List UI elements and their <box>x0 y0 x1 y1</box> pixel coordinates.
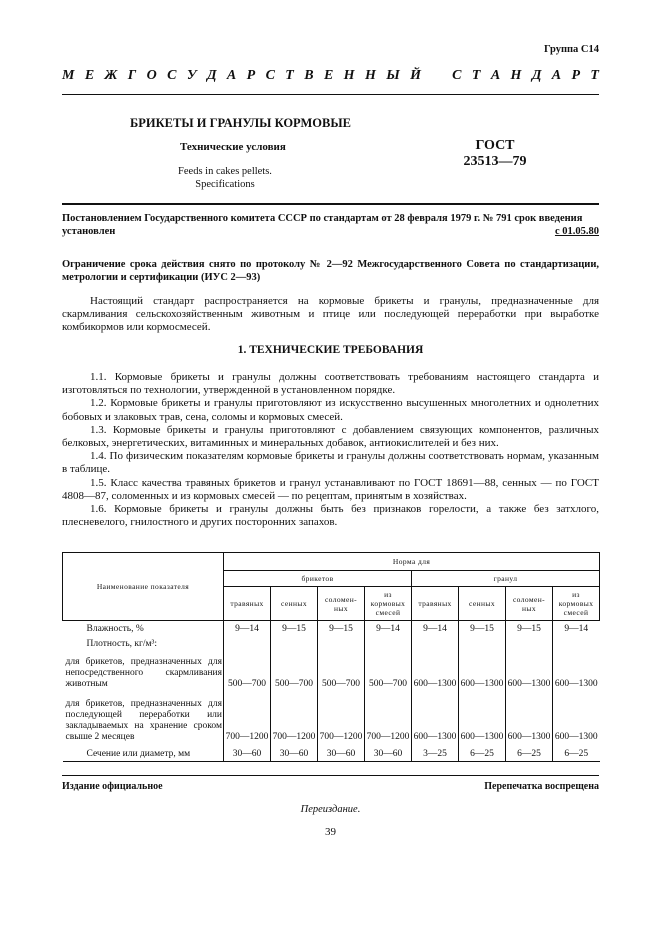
banner-letter: Т <box>590 68 599 83</box>
table-row <box>63 621 600 636</box>
header-part: соломен- <box>512 594 546 604</box>
section-heading: 1. ТЕХНИЧЕСКИЕ ТРЕБОВАНИЯ <box>237 344 424 356</box>
banner-letter: В <box>304 68 314 83</box>
restriction-note: Ограничение срока действия снято по протоколу № 2—92 Межгосударственного Совета по стандартизации, метрологии и сертификации (ИУС 2—93) <box>62 259 599 283</box>
banner-letter: Д <box>206 68 217 83</box>
table-cell: 9—14 <box>412 621 459 636</box>
clause: 1.3. Кормовые брикеты и гранулы приготовляют с добавлением связующих компонентов, различных белковых, энергетических, витаминных и минеральных добавок, антиокислителей и без них. <box>62 423 599 450</box>
official-edition: Издание официальное <box>62 781 163 792</box>
table-cell: 9—14 <box>224 621 271 636</box>
banner-letter: С <box>452 68 462 83</box>
clause: 1.5. Класс качества травяных брикетов и гранул устанавливают по ГОСТ 18691—88, сенных — по ГОСТ 4808—87, соломенных и из кормовых смесей — по рецептам, принятым в хозяйствах. <box>62 476 599 502</box>
banner-letter: Ж <box>104 68 118 83</box>
table-cell <box>271 636 318 651</box>
banner-letter: А <box>226 68 237 83</box>
banner-letter: Т <box>471 68 481 83</box>
table-cell: 30—60 <box>365 744 412 762</box>
banner-letter: С <box>167 68 177 83</box>
table-cell: 700—1200 <box>224 691 271 744</box>
row-name: для брикетов, предназначенных для непосредственного скармливания животным <box>65 656 222 689</box>
banner-letter: А <box>490 68 501 83</box>
header-kormovyh <box>553 587 600 621</box>
document-subtitle: Технические условия <box>180 141 286 153</box>
gost-label: ГОСТ <box>475 138 515 153</box>
table-cell <box>459 636 506 651</box>
gost-number: 23513—79 <box>463 154 527 169</box>
banner-letter: Н <box>510 68 522 83</box>
header-solomennyh <box>506 587 553 621</box>
table-cell: 9—14 <box>365 621 412 636</box>
intro-text: Настоящий стандарт распространяется на кормовые брикеты и гранулы, предназначенные для скармливания сельскохозяйственным животным и птице или последующей переработки при выработке комбикормов или кормосмесей. <box>62 295 599 334</box>
table-cell: 600—1300 <box>459 691 506 744</box>
banner-letter: М <box>62 68 75 83</box>
row-name: Плотность, кг/м³: <box>86 638 158 649</box>
banner-letter: О <box>146 68 157 83</box>
table-cell: 600—1300 <box>553 691 600 744</box>
row-name: Сечение или диаметр, мм <box>63 744 224 762</box>
banner-letter: Е <box>84 68 95 83</box>
banner-letter: Д <box>531 68 542 83</box>
row-name: Влажность, % <box>86 623 144 634</box>
table-cell: 3—25 <box>412 744 459 762</box>
header-part: ных <box>333 603 348 613</box>
row-name: для брикетов, предназначенных для последующей переработки или закладываемых на хранение сроком свыше 2 месяцев <box>65 698 222 742</box>
english-title <box>170 165 280 191</box>
gost-designation <box>440 138 550 170</box>
header-travyanyh: травяных <box>224 587 271 621</box>
table-cell: 6—25 <box>553 744 600 762</box>
table-cell: 700—1200 <box>365 691 412 744</box>
decree-text <box>62 212 599 238</box>
page-number: 39 <box>325 826 336 838</box>
standard-banner <box>62 68 599 88</box>
table-cell: 30—60 <box>271 744 318 762</box>
header-briquettes: брикетов <box>224 571 412 587</box>
decree-established: установлен <box>62 226 116 237</box>
header-sennyh: сенных <box>271 587 318 621</box>
table-cell: 600—1300 <box>506 651 553 691</box>
table-cell <box>365 636 412 651</box>
footer-rule <box>62 775 599 776</box>
header-solomennyh <box>318 587 365 621</box>
table-cell: 600—1300 <box>412 691 459 744</box>
table-cell: 500—700 <box>318 651 365 691</box>
banner-letter: Г <box>127 68 137 83</box>
table-cell <box>412 636 459 651</box>
banner-letter: Н <box>343 68 355 83</box>
reprint-prohibited: Перепечатка воспрещена <box>484 781 599 792</box>
clause: 1.1. Кормовые брикеты и гранулы должны соответствовать требованиям настоящего стандарта и изготовляться по технологии, утвержденной в установленном порядке. <box>62 371 599 397</box>
table-cell: 9—15 <box>271 621 318 636</box>
table-cell: 700—1200 <box>318 691 365 744</box>
document-title: БРИКЕТЫ И ГРАНУЛЫ КОРМОВЫЕ <box>130 116 351 130</box>
table-cell: 500—700 <box>224 651 271 691</box>
table-cell: 6—25 <box>459 744 506 762</box>
banner-letter: Е <box>323 68 334 83</box>
header-part: смесей <box>375 608 401 617</box>
table-row <box>63 651 600 691</box>
table-cell <box>553 636 600 651</box>
clauses <box>62 371 599 529</box>
decree-line <box>62 225 599 238</box>
table-cell: 600—1300 <box>553 651 600 691</box>
banner-letter: А <box>551 68 562 83</box>
table-cell: 9—15 <box>459 621 506 636</box>
header-travyanyh: травяных <box>412 587 459 621</box>
table-cell: 9—14 <box>553 621 600 636</box>
reprint-note: Переиздание. <box>300 804 361 815</box>
header-part: смесей <box>563 608 589 617</box>
header-part: кормовых <box>370 599 406 608</box>
title-rule <box>62 203 599 205</box>
table-cell: 30—60 <box>318 744 365 762</box>
table-cell: 6—25 <box>506 744 553 762</box>
table-cell: 500—700 <box>365 651 412 691</box>
clause: 1.2. Кормовые брикеты и гранулы приготовляют из искусственно высушенных многолетних и однолетних бобовых и злаковых трав, сена, соломы и кормовых смесей. <box>62 397 599 423</box>
group-code: Группа С14 <box>543 44 599 55</box>
header-part: соломен- <box>324 594 358 604</box>
table-cell: 600—1300 <box>506 691 553 744</box>
banner-letter: Н <box>364 68 376 83</box>
decree-line: Постановлением Государственного комитета СССР по стандартам от 28 февраля 1979 г. № 791 срок введения <box>62 213 583 224</box>
header-part: ных <box>521 603 536 613</box>
clause: 1.6. Кормовые брикеты и гранулы должны быть без признаков горелости, а также без затхлого, плесневелого, гнилостного и других посторонних запахов. <box>62 503 599 529</box>
header-norm: Норма для <box>224 553 600 571</box>
banner-letter: Р <box>246 68 256 83</box>
header-kormovyh <box>365 587 412 621</box>
table-cell: 9—15 <box>506 621 553 636</box>
banner-letter: Й <box>410 68 422 83</box>
table-cell: 600—1300 <box>412 651 459 691</box>
effective-date: с 01.05.80 <box>554 226 599 237</box>
header-granules: гранул <box>412 571 600 587</box>
table-cell <box>224 636 271 651</box>
intro-paragraph <box>62 295 599 335</box>
table-cell: 9—15 <box>318 621 365 636</box>
table-cell: 600—1300 <box>459 651 506 691</box>
header-indicator-name: Наименование показателя <box>63 553 224 621</box>
banner-letter: С <box>265 68 275 83</box>
header-rule <box>62 94 599 95</box>
table-cell: 30—60 <box>224 744 271 762</box>
table-row <box>63 691 600 744</box>
english-title-line: Specifications <box>195 179 255 190</box>
english-title-line: Feeds in cakes pellets. <box>178 166 272 177</box>
table-row <box>63 636 600 651</box>
banner-letter: Р <box>571 68 581 83</box>
banner-letter: У <box>186 68 197 83</box>
table-row <box>63 744 600 762</box>
table-cell <box>318 636 365 651</box>
table-cell: 500—700 <box>271 651 318 691</box>
table-cell <box>506 636 553 651</box>
norms-table <box>62 552 600 762</box>
banner-letter: Т <box>285 68 294 83</box>
header-sennyh: сенных <box>459 587 506 621</box>
header-part: из <box>572 590 580 599</box>
table-cell: 700—1200 <box>271 691 318 744</box>
header-part: из <box>384 590 392 599</box>
clause: 1.4. По физическим показателям кормовые брикеты и гранулы должны соответствовать нормам, указанным в таблице. <box>62 450 599 476</box>
banner-letter: Ы <box>386 68 400 83</box>
header-part: кормовых <box>558 599 594 608</box>
